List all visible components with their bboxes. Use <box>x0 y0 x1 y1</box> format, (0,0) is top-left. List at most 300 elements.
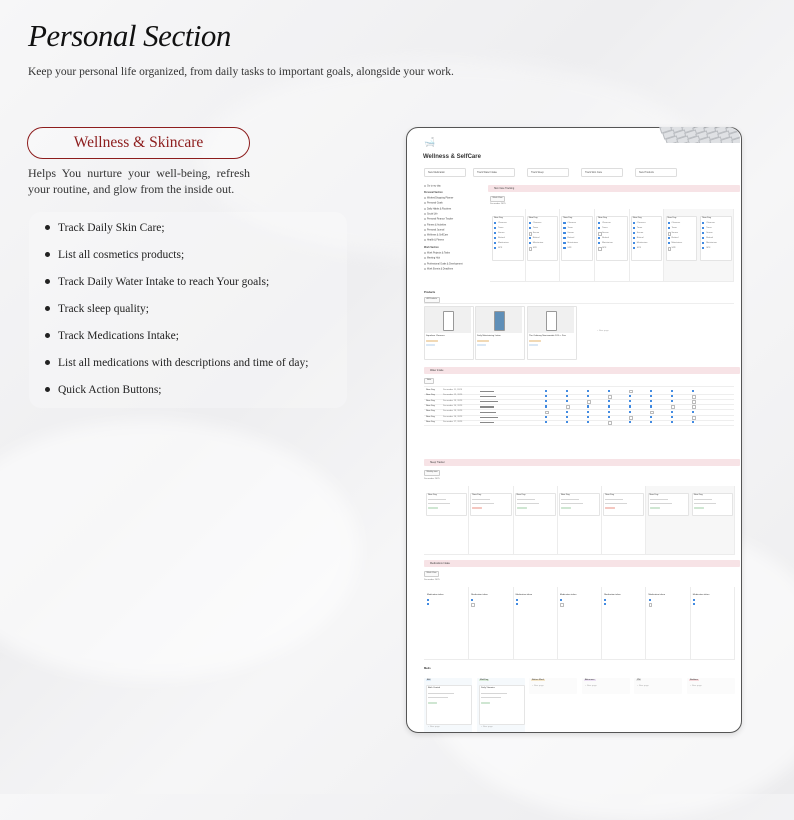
sidebar-header: Work Section <box>424 247 439 249</box>
feature-item: Track Daily Skin Care; <box>44 219 308 246</box>
sidebar-item[interactable] <box>424 263 463 266</box>
checkbox[interactable] <box>566 416 568 418</box>
feature-item: Track Medications Intake; <box>44 327 308 354</box>
checkbox-label: Moisturizer <box>567 241 579 244</box>
checkbox[interactable] <box>566 400 568 402</box>
checkbox-label: Toner <box>602 226 608 229</box>
checkbox[interactable] <box>692 390 694 392</box>
checkbox-label: Cleanser <box>532 221 542 224</box>
sidebar-item[interactable] <box>424 202 443 205</box>
day-card[interactable] <box>692 493 733 516</box>
new-page-button[interactable]: + New page <box>532 685 544 687</box>
page-icon <box>424 202 426 204</box>
feature-item: List all cosmetics products; <box>44 246 308 273</box>
product-name: The Ordinary Niacinamide 10% + Zinc <box>529 335 567 337</box>
checkbox[interactable] <box>692 395 696 399</box>
checkbox[interactable] <box>471 603 475 607</box>
progress-bar <box>480 396 496 397</box>
sidebar-item-label: Personal Goals <box>427 202 443 205</box>
progress-bar <box>480 406 494 407</box>
new-page-button[interactable]: + New page <box>597 330 609 332</box>
card-line <box>605 503 627 504</box>
checkbox[interactable] <box>649 603 653 607</box>
checkbox[interactable] <box>587 400 591 404</box>
day-card-title: New Day <box>494 217 503 219</box>
column-label: Bedtime <box>690 679 699 681</box>
sidebar-item-label: Wellness & SelfCare <box>427 234 449 237</box>
feature-item: Track sleep quality; <box>44 300 308 327</box>
checkbox[interactable] <box>566 395 568 397</box>
checkbox[interactable] <box>563 222 565 224</box>
keyboard-decoration <box>656 127 740 143</box>
checkbox[interactable] <box>650 390 652 392</box>
card-line <box>517 503 539 504</box>
checkbox[interactable] <box>671 411 673 413</box>
progress-bar <box>480 401 498 402</box>
column-label: Afternoon <box>585 679 595 681</box>
card-line <box>694 503 716 504</box>
product-bottle-icon <box>546 311 557 331</box>
day-card[interactable] <box>470 493 511 516</box>
card-line <box>481 697 501 698</box>
checkbox-label: Serum <box>706 231 713 234</box>
checkbox[interactable] <box>563 232 565 234</box>
page-subtitle: Keep your personal life organized, from daily tasks to important goals, alongside your work. <box>28 66 454 78</box>
page-icon: 🛁 <box>424 137 436 147</box>
card-line <box>605 499 623 500</box>
checkbox[interactable] <box>692 411 694 413</box>
sidebar-item-label: Work Projects & Tasks <box>427 252 450 255</box>
checkbox[interactable] <box>650 405 652 407</box>
day-card[interactable] <box>631 216 663 261</box>
checkbox-label: SPF <box>567 246 572 249</box>
sidebar-item[interactable] <box>424 234 448 237</box>
table-row-date: December 12, 2025 <box>443 394 463 397</box>
calendar-day-cell[interactable] <box>468 587 513 660</box>
progress-bar <box>480 391 494 392</box>
med-card[interactable] <box>479 685 525 725</box>
sidebar-item[interactable] <box>424 252 450 255</box>
checkbox[interactable] <box>563 227 565 229</box>
sidebar-item-label: Daily Habits & Routines <box>427 208 452 211</box>
table-row-date: December 11, 2025 <box>443 389 463 391</box>
checkbox-label: Toner <box>567 226 573 229</box>
day-card[interactable] <box>561 216 593 261</box>
checkbox-label: Serum <box>671 231 678 234</box>
checkbox[interactable] <box>650 400 652 402</box>
checkbox-label: SPF <box>706 246 711 249</box>
day-card[interactable] <box>666 216 698 261</box>
table-row-line <box>424 399 734 400</box>
checkbox[interactable] <box>494 222 496 224</box>
checkbox[interactable] <box>629 395 631 397</box>
sidebar-item[interactable] <box>424 268 453 271</box>
view-tab[interactable]: Weekly view <box>424 470 440 476</box>
sidebar-item[interactable] <box>424 239 444 242</box>
checkbox[interactable] <box>633 232 635 234</box>
table-row-name[interactable]: New Day <box>426 389 435 391</box>
checkbox-label: Moisturizer <box>498 241 509 244</box>
checkbox[interactable] <box>529 227 531 229</box>
checkbox[interactable] <box>629 405 631 407</box>
checkbox[interactable] <box>587 390 589 392</box>
checkbox[interactable] <box>633 222 635 224</box>
column-label: AM <box>427 679 431 681</box>
checkbox-label: Moisturizer <box>636 241 648 244</box>
card-line <box>650 503 672 504</box>
checkbox[interactable] <box>566 411 568 413</box>
checkbox[interactable] <box>650 416 652 418</box>
checkbox[interactable] <box>545 421 547 423</box>
progress-bar <box>480 417 498 418</box>
table-row-date: December 17, 2025 <box>443 420 463 423</box>
view-tab[interactable]: Week View <box>424 571 439 577</box>
checkbox[interactable] <box>545 411 549 415</box>
checkbox[interactable] <box>563 237 565 239</box>
quick-action-button[interactable]: New Medication <box>424 168 466 177</box>
checkbox[interactable] <box>668 242 670 244</box>
section-pill-label: Wellness & Skincare <box>73 134 204 151</box>
checkbox[interactable] <box>608 421 612 425</box>
checkbox[interactable] <box>692 416 696 420</box>
checkbox[interactable] <box>587 421 589 423</box>
checkbox[interactable] <box>545 400 547 402</box>
table-row-date: December 13, 2025 <box>443 399 463 402</box>
checkbox[interactable] <box>671 395 673 397</box>
checkbox[interactable] <box>668 222 670 224</box>
day-card-title: New Day <box>667 217 677 219</box>
page-icon <box>424 257 426 259</box>
checkbox[interactable] <box>563 247 565 249</box>
checkbox[interactable] <box>650 395 652 397</box>
checkbox[interactable] <box>693 599 695 601</box>
page-icon <box>424 268 426 270</box>
page-icon <box>424 234 426 236</box>
view-tab[interactable]: Table <box>424 378 434 384</box>
new-page-button[interactable]: + New page <box>690 685 702 687</box>
divider <box>424 303 734 304</box>
checkbox[interactable] <box>671 416 673 418</box>
checkbox[interactable] <box>494 232 496 234</box>
product-bottle-icon <box>494 311 505 331</box>
checkbox[interactable] <box>608 416 610 418</box>
checkbox[interactable] <box>545 405 547 407</box>
card-line <box>561 503 583 504</box>
card-line <box>428 697 448 698</box>
day-card-title: New Day <box>428 494 437 496</box>
page-icon <box>424 252 426 254</box>
checkbox[interactable] <box>608 395 612 399</box>
sidebar-header: Personal Section <box>424 192 443 194</box>
column-label: PM <box>637 679 641 681</box>
sidebar-item[interactable] <box>424 185 441 188</box>
checkbox[interactable] <box>560 603 564 607</box>
page-icon <box>424 208 426 210</box>
sidebar-item-label: Personal Finance Tracker <box>427 218 454 221</box>
med-card-title: Birth Control <box>428 687 441 689</box>
checkbox-label: Serum <box>498 231 505 234</box>
page-icon <box>424 263 426 265</box>
checkbox[interactable] <box>608 400 610 402</box>
checkbox[interactable] <box>671 421 673 423</box>
calendar-day-cell[interactable] <box>646 587 691 660</box>
med-entry[interactable]: Medication taken <box>515 594 533 596</box>
checkbox[interactable] <box>650 421 652 423</box>
card-line <box>428 503 450 504</box>
checkbox[interactable] <box>629 411 631 413</box>
sidebar-item[interactable] <box>424 213 438 216</box>
checkbox[interactable] <box>587 411 589 413</box>
table-row-name[interactable]: New Day <box>426 410 435 413</box>
progress-bar <box>480 412 496 413</box>
calendar-day-cell[interactable] <box>424 587 469 660</box>
checkbox[interactable] <box>608 390 610 392</box>
checkbox-label: Toner <box>671 226 677 229</box>
table-row-line <box>424 394 734 395</box>
page-title: Personal Section <box>28 18 231 53</box>
sidebar-item-label: Social Life <box>427 213 438 216</box>
feature-item: List all medications with descriptions and time of day; <box>44 354 308 381</box>
checkbox-label: SPF <box>498 246 503 249</box>
med-card[interactable] <box>426 685 472 725</box>
new-page-button[interactable]: + New page <box>428 726 440 728</box>
checkbox-label: Retinol <box>671 236 679 239</box>
checkbox-label: Retinol <box>602 236 609 239</box>
checkbox[interactable] <box>608 411 610 413</box>
feature-item: Track Daily Water Intake to reach Your goals; <box>44 273 308 300</box>
checkbox[interactable] <box>692 421 694 423</box>
checkbox[interactable] <box>629 390 633 394</box>
page-icon <box>424 239 426 241</box>
checkbox[interactable] <box>633 242 635 244</box>
day-card[interactable] <box>596 216 628 261</box>
calendar-month: December 2025 <box>424 579 440 581</box>
day-card-title: New Day <box>560 494 570 496</box>
day-card-title: New Day <box>702 217 712 219</box>
sidebar-item[interactable] <box>424 208 451 211</box>
checkbox[interactable] <box>629 400 631 402</box>
checkbox[interactable] <box>668 227 670 229</box>
meds-header: Meds <box>424 667 431 670</box>
checkbox[interactable] <box>633 227 635 229</box>
table-row-date: December 15, 2025 <box>443 410 463 413</box>
checkbox-label: Cleanser <box>671 221 681 224</box>
checkbox-label: Cleanser <box>567 221 577 224</box>
new-page-button[interactable]: + New page <box>585 685 597 687</box>
sidebar-item-label: Professional Goals & Development <box>427 263 463 266</box>
checkbox-label: Moisturizer <box>532 241 544 244</box>
checkbox[interactable] <box>633 247 635 249</box>
checkbox[interactable] <box>529 237 531 239</box>
card-line <box>428 499 446 500</box>
checkbox[interactable] <box>566 405 570 409</box>
checkbox[interactable] <box>494 247 496 249</box>
table-row-line <box>424 420 734 421</box>
checkbox[interactable] <box>633 237 635 239</box>
table-row-date: December 16, 2025 <box>443 415 463 418</box>
quick-action-button[interactable]: Track Sleep <box>527 168 569 177</box>
checkbox[interactable] <box>545 416 547 418</box>
tablet-preview <box>406 127 742 733</box>
checkbox-label: Cleanser <box>706 221 715 224</box>
sidebar-item[interactable] <box>424 229 444 232</box>
day-card-title: New Day <box>563 217 573 219</box>
table-row-line <box>424 425 734 426</box>
checkbox-label: Toner <box>706 226 712 229</box>
day-card-title: New Day <box>516 494 526 496</box>
day-card-title: New Day <box>605 494 615 496</box>
quick-action-button[interactable]: Track Water Intake <box>473 168 515 177</box>
med-entry[interactable]: Medication taken <box>471 594 488 596</box>
checkbox[interactable] <box>563 242 565 244</box>
sidebar-item[interactable] <box>424 218 453 221</box>
skin-care-header: Skin Care Tracking <box>488 185 740 192</box>
checkbox[interactable] <box>566 421 568 423</box>
med-entry[interactable]: Medication taken <box>648 594 666 596</box>
checkbox-label: Cleanser <box>498 221 507 224</box>
day-card[interactable] <box>559 493 600 516</box>
day-card-title: New Day <box>632 217 642 219</box>
checkbox-label: SPF <box>602 246 607 249</box>
card-line <box>650 499 668 500</box>
checkbox[interactable] <box>494 242 496 244</box>
sidebar-item-label: Go to my day <box>427 185 441 188</box>
card-line <box>472 499 490 500</box>
sidebar-item-label: Wishes/Shopping Planner <box>427 197 454 200</box>
table-row-line <box>424 404 734 405</box>
page-icon <box>424 185 426 187</box>
day-card[interactable] <box>700 216 732 261</box>
product-name: Squalane Cleanser <box>426 335 445 337</box>
card-line <box>472 503 494 504</box>
checkbox-label: Moisturizer <box>602 241 613 244</box>
section-pill <box>27 127 250 159</box>
notion-page-title: Wellness & SelfCare <box>423 154 481 160</box>
table-row-name[interactable]: New Day <box>426 404 435 407</box>
med-entry[interactable]: Medication taken <box>692 594 710 596</box>
checkbox[interactable] <box>587 416 589 418</box>
checkbox[interactable] <box>494 227 496 229</box>
view-tab[interactable]: All Products <box>424 297 440 303</box>
checkbox[interactable] <box>587 395 589 397</box>
card-line <box>561 499 579 500</box>
checkbox-label: Retinol <box>636 236 644 239</box>
checkbox-label: SPF <box>671 246 676 249</box>
checkbox-label: SPF <box>532 246 537 249</box>
column-label: Mid-Day <box>480 679 489 681</box>
med-entry[interactable]: Medication taken <box>427 594 444 596</box>
checkbox-label: Retinol <box>567 236 575 239</box>
checkbox-label: Serum <box>636 231 644 234</box>
sidebar-item[interactable] <box>424 197 453 200</box>
day-card-title: New Day <box>598 217 607 219</box>
sidebar-item-label: Work Events & Deadlines <box>427 268 454 271</box>
card-line <box>694 499 712 500</box>
day-card[interactable] <box>648 493 689 516</box>
med-entry[interactable]: Medication taken <box>559 594 577 596</box>
new-page-button[interactable]: + New page <box>637 685 649 687</box>
checkbox[interactable] <box>529 222 531 224</box>
checkbox[interactable] <box>671 405 675 409</box>
new-page-button[interactable]: + New page <box>481 726 493 728</box>
sidebar-item[interactable] <box>424 257 440 260</box>
page-icon <box>424 229 426 231</box>
calendar-day-cell[interactable] <box>557 587 602 660</box>
calendar-month: December 2025 <box>424 478 440 480</box>
checkbox[interactable] <box>692 400 696 404</box>
day-card[interactable] <box>515 493 556 516</box>
table-row-name[interactable]: New Day <box>426 394 435 397</box>
day-card[interactable] <box>492 216 524 261</box>
checkbox-label: Retinol <box>532 236 540 239</box>
checkbox[interactable] <box>671 390 673 392</box>
day-card[interactable] <box>527 216 559 261</box>
checkbox[interactable] <box>668 237 670 239</box>
checkbox[interactable] <box>629 421 631 423</box>
day-card-title: New Day <box>693 494 703 496</box>
table-header-line <box>424 386 734 387</box>
checkbox[interactable] <box>529 242 531 244</box>
sidebar-item-label: Health & Fitness <box>427 240 444 242</box>
day-card-title: New Day <box>528 217 538 219</box>
checkbox[interactable] <box>629 416 633 420</box>
day-card[interactable] <box>426 493 467 516</box>
table-row-name[interactable]: New Day <box>426 420 435 423</box>
table-row-name[interactable]: New Day <box>426 399 435 402</box>
checkbox-label: Toner <box>498 226 504 229</box>
page-icon <box>424 197 426 199</box>
checkbox[interactable] <box>608 405 610 407</box>
checkbox-label: Serum <box>567 231 574 234</box>
checkbox[interactable] <box>650 411 654 415</box>
table-row-name[interactable]: New Day <box>426 415 435 418</box>
checkbox[interactable] <box>692 405 696 409</box>
checkbox-label: Retinol <box>706 236 713 239</box>
sidebar-item-label: Meeting Hub <box>427 257 441 260</box>
checkbox-label: SPF <box>636 246 642 249</box>
card-line <box>481 693 507 694</box>
feature-list <box>44 219 308 408</box>
day-card[interactable] <box>603 493 644 516</box>
checkbox[interactable] <box>693 603 695 605</box>
quick-action-button[interactable]: Track Skin Care <box>581 168 623 177</box>
checkbox[interactable] <box>494 237 496 239</box>
card-line <box>428 693 454 694</box>
checkbox-label: Toner <box>636 226 643 229</box>
checkbox[interactable] <box>671 400 673 402</box>
view-tab[interactable]: Week View <box>490 196 505 202</box>
feature-item: Quick Action Buttons; <box>44 381 308 408</box>
checkbox[interactable] <box>566 390 568 392</box>
sidebar-item[interactable] <box>424 224 446 227</box>
calendar-day-cell[interactable] <box>513 587 558 660</box>
checkbox[interactable] <box>545 390 547 392</box>
calendar-day-cell[interactable] <box>601 587 646 660</box>
checkbox[interactable] <box>587 405 589 407</box>
med-entry[interactable]: Medication taken <box>604 594 621 596</box>
page-icon <box>424 218 426 220</box>
quick-action-button[interactable]: New Products <box>635 168 677 177</box>
calendar-month: December 2025 <box>490 203 506 205</box>
calendar-day-cell[interactable] <box>690 587 735 660</box>
checkbox[interactable] <box>545 395 547 397</box>
day-card-title: New Day <box>649 494 659 496</box>
checkbox-label: Serum <box>602 231 609 234</box>
page-icon <box>424 213 426 215</box>
table-row-line <box>424 415 734 416</box>
sidebar-item-label: Fitness & Activities <box>427 224 447 227</box>
column-label: Before Meal <box>532 679 544 681</box>
